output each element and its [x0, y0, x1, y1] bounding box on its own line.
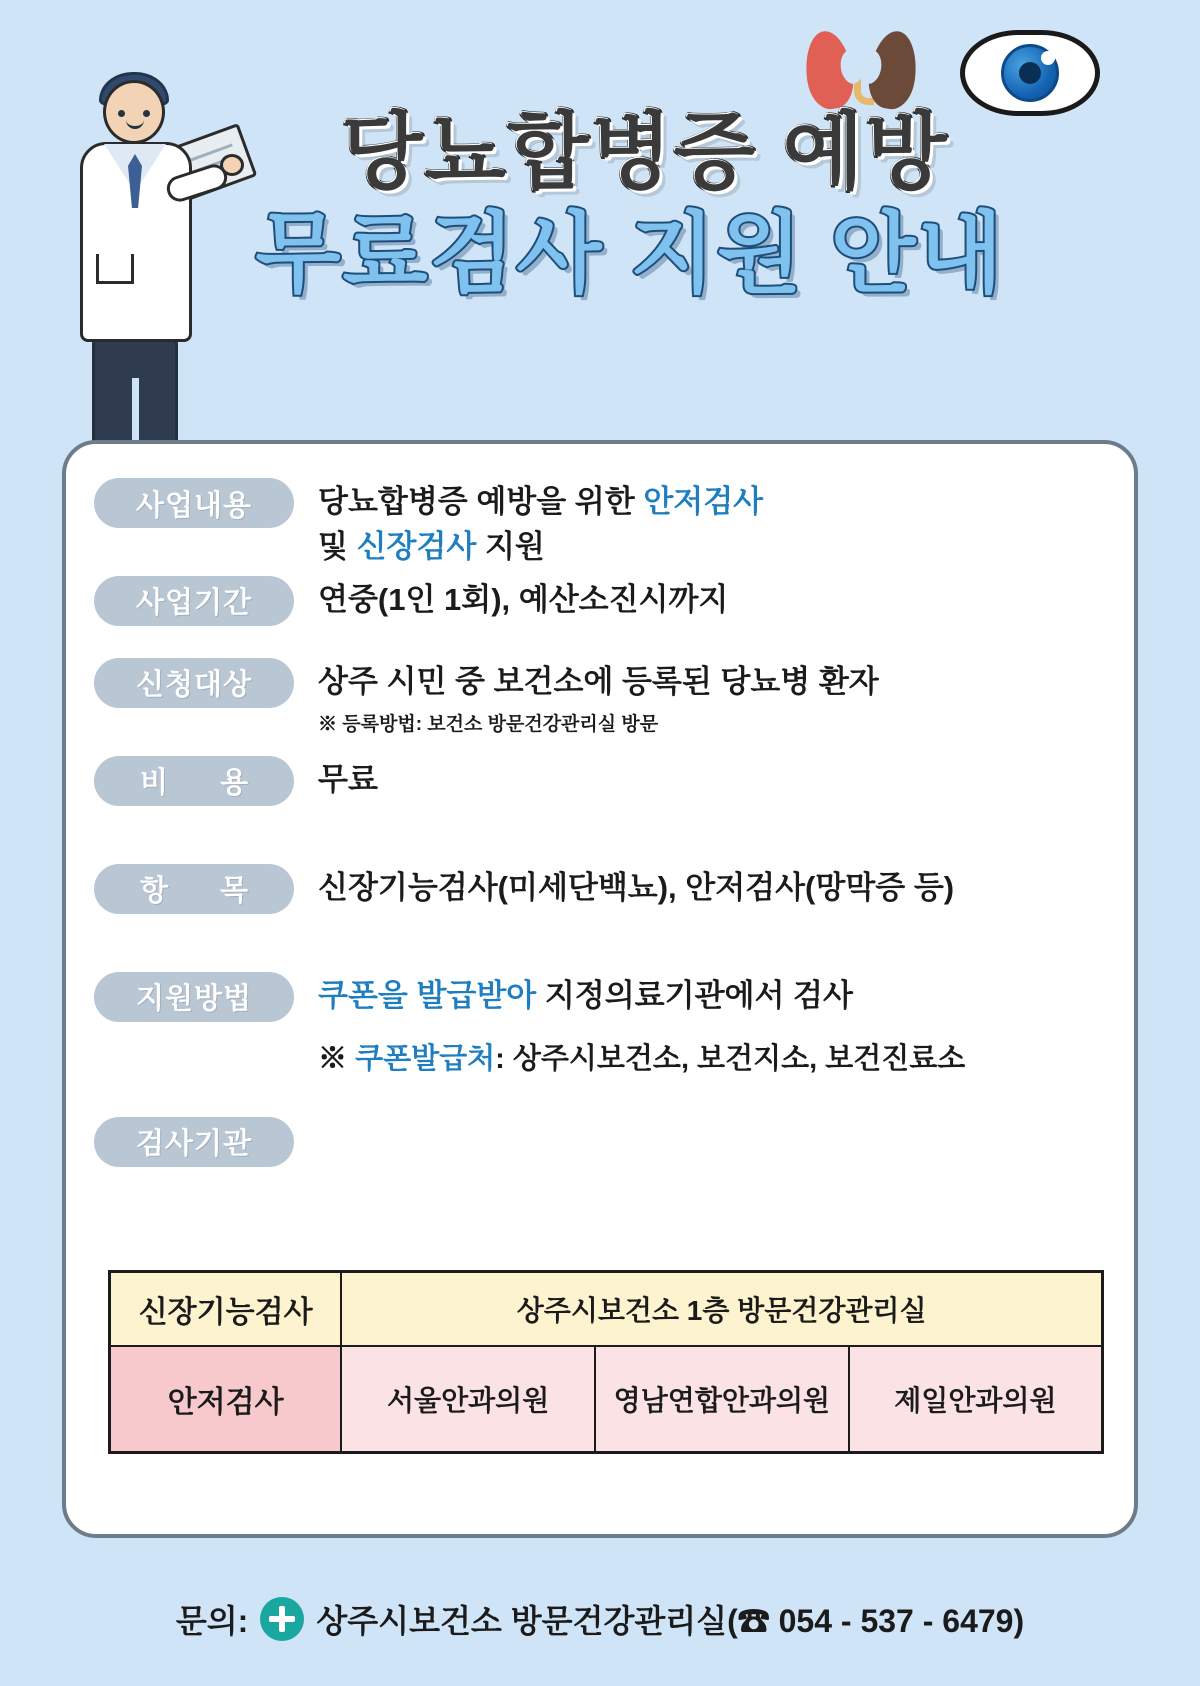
note-target: ※ 등록방법: 보건소 방문건강관리실 방문 [318, 713, 659, 735]
value-method-highlight: 쿠폰을 발급받아 [318, 977, 537, 1013]
value-business-content [318, 478, 763, 570]
note-method-highlight: 쿠폰발급처 [355, 1042, 496, 1075]
table-value-eye-1: 서울안과의원 [341, 1346, 595, 1453]
business-content-line1-highlight: 안저검사 [643, 484, 764, 519]
label-institutions: 검사기관 [94, 1117, 294, 1167]
business-content-line2-prefix: 및 [318, 528, 357, 564]
kidney-notch [857, 48, 884, 85]
content-card [62, 440, 1138, 1538]
spacer [94, 742, 1114, 756]
value-period: 연중(1인 1회), 예산소진시까지 [318, 581, 729, 617]
spacer [94, 1077, 1114, 1103]
eye-pupil-shape [1019, 62, 1041, 84]
row-cost [94, 756, 1114, 806]
business-content-line2-suffix: 지원 [476, 528, 545, 564]
spacer [94, 632, 1114, 658]
note-method [318, 1036, 1114, 1077]
business-content-line2-highlight: 신장검사 [356, 528, 477, 564]
row-business-content [94, 478, 1114, 570]
poster-title-block [0, 105, 1200, 304]
note-method-prefix: ※ [318, 1042, 356, 1075]
spacer [94, 1103, 1114, 1117]
institution-table [108, 1270, 1104, 1454]
spacer [94, 838, 1114, 864]
row-institutions [94, 1117, 1114, 1167]
kidney-left-shape [801, 28, 857, 112]
row-method [94, 972, 1114, 1022]
eye-glint-shape [1041, 51, 1055, 65]
spacer [94, 920, 1114, 946]
footer-text: 상주시보건소 방문건강관리실(☎ 054 - 537 - 6479) [316, 1603, 1025, 1639]
value-cost: 무료 [318, 761, 378, 797]
table-value-eye-3: 제일안과의원 [849, 1346, 1103, 1453]
table-value-eye-2: 영남연합안과의원 [595, 1346, 849, 1453]
value-method-wrap [318, 972, 853, 1019]
label-business-content: 사업내용 [94, 478, 294, 528]
spacer [94, 812, 1114, 838]
label-items: 항 목 [94, 864, 294, 914]
note-method-rest: : 상주시보건소, 보건지소, 보건진료소 [495, 1042, 966, 1075]
footer-label: 문의: [175, 1603, 249, 1639]
business-content-line2 [318, 525, 763, 570]
eye-icon [960, 30, 1100, 116]
table-header-kidney: 신장기능검사 [110, 1272, 342, 1347]
top-icon-group [800, 30, 1100, 116]
label-period: 사업기간 [94, 576, 294, 626]
table-value-kidney: 상주시보건소 1층 방문건강관리실 [341, 1272, 1102, 1347]
label-cost: 비 용 [94, 756, 294, 806]
info-rows [94, 478, 1114, 1173]
footer-contact [0, 1596, 1200, 1642]
row-period [94, 576, 1114, 626]
row-items [94, 864, 1114, 914]
value-target-wrap [318, 658, 879, 736]
table-row [110, 1272, 1103, 1347]
business-content-line1 [318, 480, 763, 525]
row-target [94, 658, 1114, 736]
value-target: 상주 시민 중 보건소에 등록된 당뇨병 환자 [318, 663, 879, 699]
value-method-rest: 지정의료기관에서 검사 [536, 977, 853, 1013]
value-method [318, 974, 853, 1019]
kidney-right-shape [865, 28, 921, 112]
spacer [94, 946, 1114, 972]
value-cost-wrap [318, 756, 378, 803]
label-method: 지원방법 [94, 972, 294, 1022]
kidney-icon [800, 31, 930, 116]
label-target: 신청대상 [94, 658, 294, 708]
medical-cross-icon [260, 1597, 304, 1641]
business-content-line1-text: 당뇨합병증 예방을 위한 [318, 484, 644, 519]
poster-title-line2: 무료검사 지원 안내 [255, 204, 1005, 304]
poster-title-line1: 당뇨합병증 예방 [341, 105, 949, 199]
value-items-wrap [318, 864, 954, 911]
table-header-eye: 안저검사 [110, 1346, 342, 1453]
value-period-wrap [318, 576, 728, 623]
value-items: 신장기능검사(미세단백뇨), 안저검사(망막증 등) [318, 869, 955, 905]
table-row [110, 1346, 1103, 1453]
